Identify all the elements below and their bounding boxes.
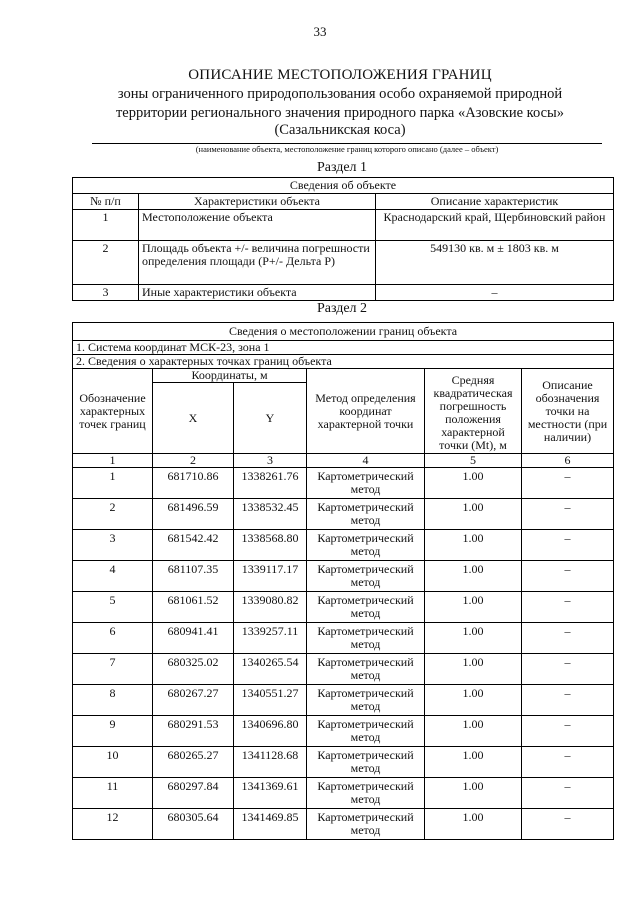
row-number: 1 bbox=[73, 210, 139, 241]
coordinate-x: 681061.52 bbox=[153, 592, 234, 623]
mean-square-error: 1.00 bbox=[425, 499, 522, 530]
coordinate-x: 680941.41 bbox=[153, 623, 234, 654]
coordinate-y: 1340265.54 bbox=[234, 654, 307, 685]
mean-square-error: 1.00 bbox=[425, 592, 522, 623]
table-row bbox=[73, 716, 614, 747]
mean-square-error: 1.00 bbox=[425, 809, 522, 840]
method: Картометрический метод bbox=[307, 778, 425, 809]
table-row bbox=[73, 241, 614, 285]
characteristic-name: Иные характеристики объекта bbox=[139, 285, 376, 301]
point-description: – bbox=[522, 530, 614, 561]
characteristic-name: Площадь объекта +/- величина погрешности определения площади (P+/- Дельта P) bbox=[139, 241, 376, 285]
header-error: Средняя квадратическая погрешность положения характерной точки (Mt), м bbox=[425, 369, 522, 454]
column-number: 2 bbox=[153, 454, 234, 468]
method: Картометрический метод bbox=[307, 685, 425, 716]
coordinate-y: 1339117.17 bbox=[234, 561, 307, 592]
object-info-table bbox=[72, 177, 614, 301]
point-description: – bbox=[522, 592, 614, 623]
header-method: Метод определения координат характерной точки bbox=[307, 369, 425, 454]
mean-square-error: 1.00 bbox=[425, 716, 522, 747]
mean-square-error: 1.00 bbox=[425, 623, 522, 654]
method: Картометрический метод bbox=[307, 809, 425, 840]
method: Картометрический метод bbox=[307, 592, 425, 623]
mean-square-error: 1.00 bbox=[425, 561, 522, 592]
page-number: 33 bbox=[313, 24, 327, 39]
coordinate-system: 1. Система координат МСК-23, зона 1 bbox=[73, 341, 614, 355]
subtitle-line-1: зоны ограниченного природопользования особо охраняемой природной bbox=[117, 86, 563, 102]
coordinate-y: 1341469.85 bbox=[234, 809, 307, 840]
mean-square-error: 1.00 bbox=[425, 685, 522, 716]
coordinate-y: 1339080.82 bbox=[234, 592, 307, 623]
table-row bbox=[73, 285, 614, 301]
coordinate-x: 680265.27 bbox=[153, 747, 234, 778]
point-description: – bbox=[522, 499, 614, 530]
coordinate-y: 1341369.61 bbox=[234, 778, 307, 809]
header-y: Y bbox=[234, 383, 307, 454]
section-2-title: Раздел 2 bbox=[316, 301, 368, 316]
method: Картометрический метод bbox=[307, 499, 425, 530]
table-row bbox=[73, 530, 614, 561]
method: Картометрический метод bbox=[307, 654, 425, 685]
coordinate-x: 681496.59 bbox=[153, 499, 234, 530]
characteristic-description: Краснодарский край, Щербиновский район bbox=[376, 210, 614, 241]
table-row bbox=[73, 499, 614, 530]
column-number: 3 bbox=[234, 454, 307, 468]
point-description: – bbox=[522, 561, 614, 592]
point-description: – bbox=[522, 654, 614, 685]
coordinate-y: 1340696.80 bbox=[234, 716, 307, 747]
coordinate-x: 680267.27 bbox=[153, 685, 234, 716]
coordinate-x: 681542.42 bbox=[153, 530, 234, 561]
coordinate-y: 1341128.68 bbox=[234, 747, 307, 778]
column-header: Описание характеристик bbox=[376, 194, 614, 210]
point-description: – bbox=[522, 623, 614, 654]
object-info-table-title: Сведения об объекте bbox=[73, 178, 614, 194]
table-row bbox=[73, 468, 614, 499]
table-row bbox=[73, 778, 614, 809]
coordinate-y: 1338532.45 bbox=[234, 499, 307, 530]
document-header bbox=[80, 66, 600, 139]
point-number: 2 bbox=[73, 499, 153, 530]
characteristic-description: 549130 кв. м ± 1803 кв. м bbox=[376, 241, 614, 285]
characteristic-description: – bbox=[376, 285, 614, 301]
method: Картометрический метод bbox=[307, 716, 425, 747]
object-name: (Сазальникская коса) bbox=[274, 122, 406, 138]
point-number: 9 bbox=[73, 716, 153, 747]
method: Картометрический метод bbox=[307, 747, 425, 778]
points-caption: 2. Сведения о характерных точках границ объекта bbox=[73, 355, 614, 369]
point-number: 5 bbox=[73, 592, 153, 623]
point-description: – bbox=[522, 468, 614, 499]
table-row bbox=[73, 747, 614, 778]
mean-square-error: 1.00 bbox=[425, 468, 522, 499]
coordinate-y: 1339257.11 bbox=[234, 623, 307, 654]
points-body bbox=[73, 468, 614, 840]
coordinate-x: 680297.84 bbox=[153, 778, 234, 809]
mean-square-error: 1.00 bbox=[425, 654, 522, 685]
header-coordinates: Координаты, м bbox=[153, 369, 307, 383]
point-description: – bbox=[522, 685, 614, 716]
point-description: – bbox=[522, 809, 614, 840]
coordinate-x: 680325.02 bbox=[153, 654, 234, 685]
point-description: – bbox=[522, 747, 614, 778]
column-number: 1 bbox=[73, 454, 153, 468]
mean-square-error: 1.00 bbox=[425, 530, 522, 561]
mean-square-error: 1.00 bbox=[425, 747, 522, 778]
method: Картометрический метод bbox=[307, 530, 425, 561]
point-number: 10 bbox=[73, 747, 153, 778]
point-number: 11 bbox=[73, 778, 153, 809]
header-point: Обозначение характерных точек границ bbox=[73, 369, 153, 454]
section-1-title: Раздел 1 bbox=[316, 160, 368, 175]
table-header-row bbox=[73, 194, 614, 210]
point-number: 1 bbox=[73, 468, 153, 499]
column-number-row bbox=[73, 454, 614, 468]
column-number: 6 bbox=[522, 454, 614, 468]
point-number: 8 bbox=[73, 685, 153, 716]
rule-caption: (наименование объекта, местоположение границ которого описано (далее – объект) bbox=[195, 144, 499, 154]
point-number: 12 bbox=[73, 809, 153, 840]
document-title: ОПИСАНИЕ МЕСТОПОЛОЖЕНИЯ ГРАНИЦ bbox=[188, 67, 492, 83]
point-number: 7 bbox=[73, 654, 153, 685]
characteristic-name: Местоположение объекта bbox=[139, 210, 376, 241]
point-description: – bbox=[522, 778, 614, 809]
table-row bbox=[73, 561, 614, 592]
table-header-row bbox=[73, 369, 614, 383]
coordinate-x: 680291.53 bbox=[153, 716, 234, 747]
subtitle-line-2: территории регионального значения природного парка «Азовские косы» bbox=[115, 105, 565, 121]
point-number: 4 bbox=[73, 561, 153, 592]
row-number: 3 bbox=[73, 285, 139, 301]
column-header: Характеристики объекта bbox=[139, 194, 376, 210]
point-description: – bbox=[522, 716, 614, 747]
table-row bbox=[73, 210, 614, 241]
table-row bbox=[73, 809, 614, 840]
coordinate-y: 1338568.80 bbox=[234, 530, 307, 561]
mean-square-error: 1.00 bbox=[425, 778, 522, 809]
table-row bbox=[73, 592, 614, 623]
header-description: Описание обозначения точки на местности (при наличии) bbox=[522, 369, 614, 454]
row-number: 2 bbox=[73, 241, 139, 285]
coordinate-x: 680305.64 bbox=[153, 809, 234, 840]
column-number: 5 bbox=[425, 454, 522, 468]
point-number: 6 bbox=[73, 623, 153, 654]
point-number: 3 bbox=[73, 530, 153, 561]
method: Картометрический метод bbox=[307, 561, 425, 592]
coordinate-x: 681107.35 bbox=[153, 561, 234, 592]
table-row bbox=[73, 685, 614, 716]
boundary-table-title: Сведения о местоположении границ объекта bbox=[73, 323, 614, 341]
table-row bbox=[73, 654, 614, 685]
column-number: 4 bbox=[307, 454, 425, 468]
boundary-points-table bbox=[72, 322, 614, 840]
table-row bbox=[73, 623, 614, 654]
method: Картометрический метод bbox=[307, 623, 425, 654]
coordinate-y: 1340551.27 bbox=[234, 685, 307, 716]
coordinate-y: 1338261.76 bbox=[234, 468, 307, 499]
column-header: № п/п bbox=[73, 194, 139, 210]
coordinate-x: 681710.86 bbox=[153, 468, 234, 499]
header-x: X bbox=[153, 383, 234, 454]
method: Картометрический метод bbox=[307, 468, 425, 499]
